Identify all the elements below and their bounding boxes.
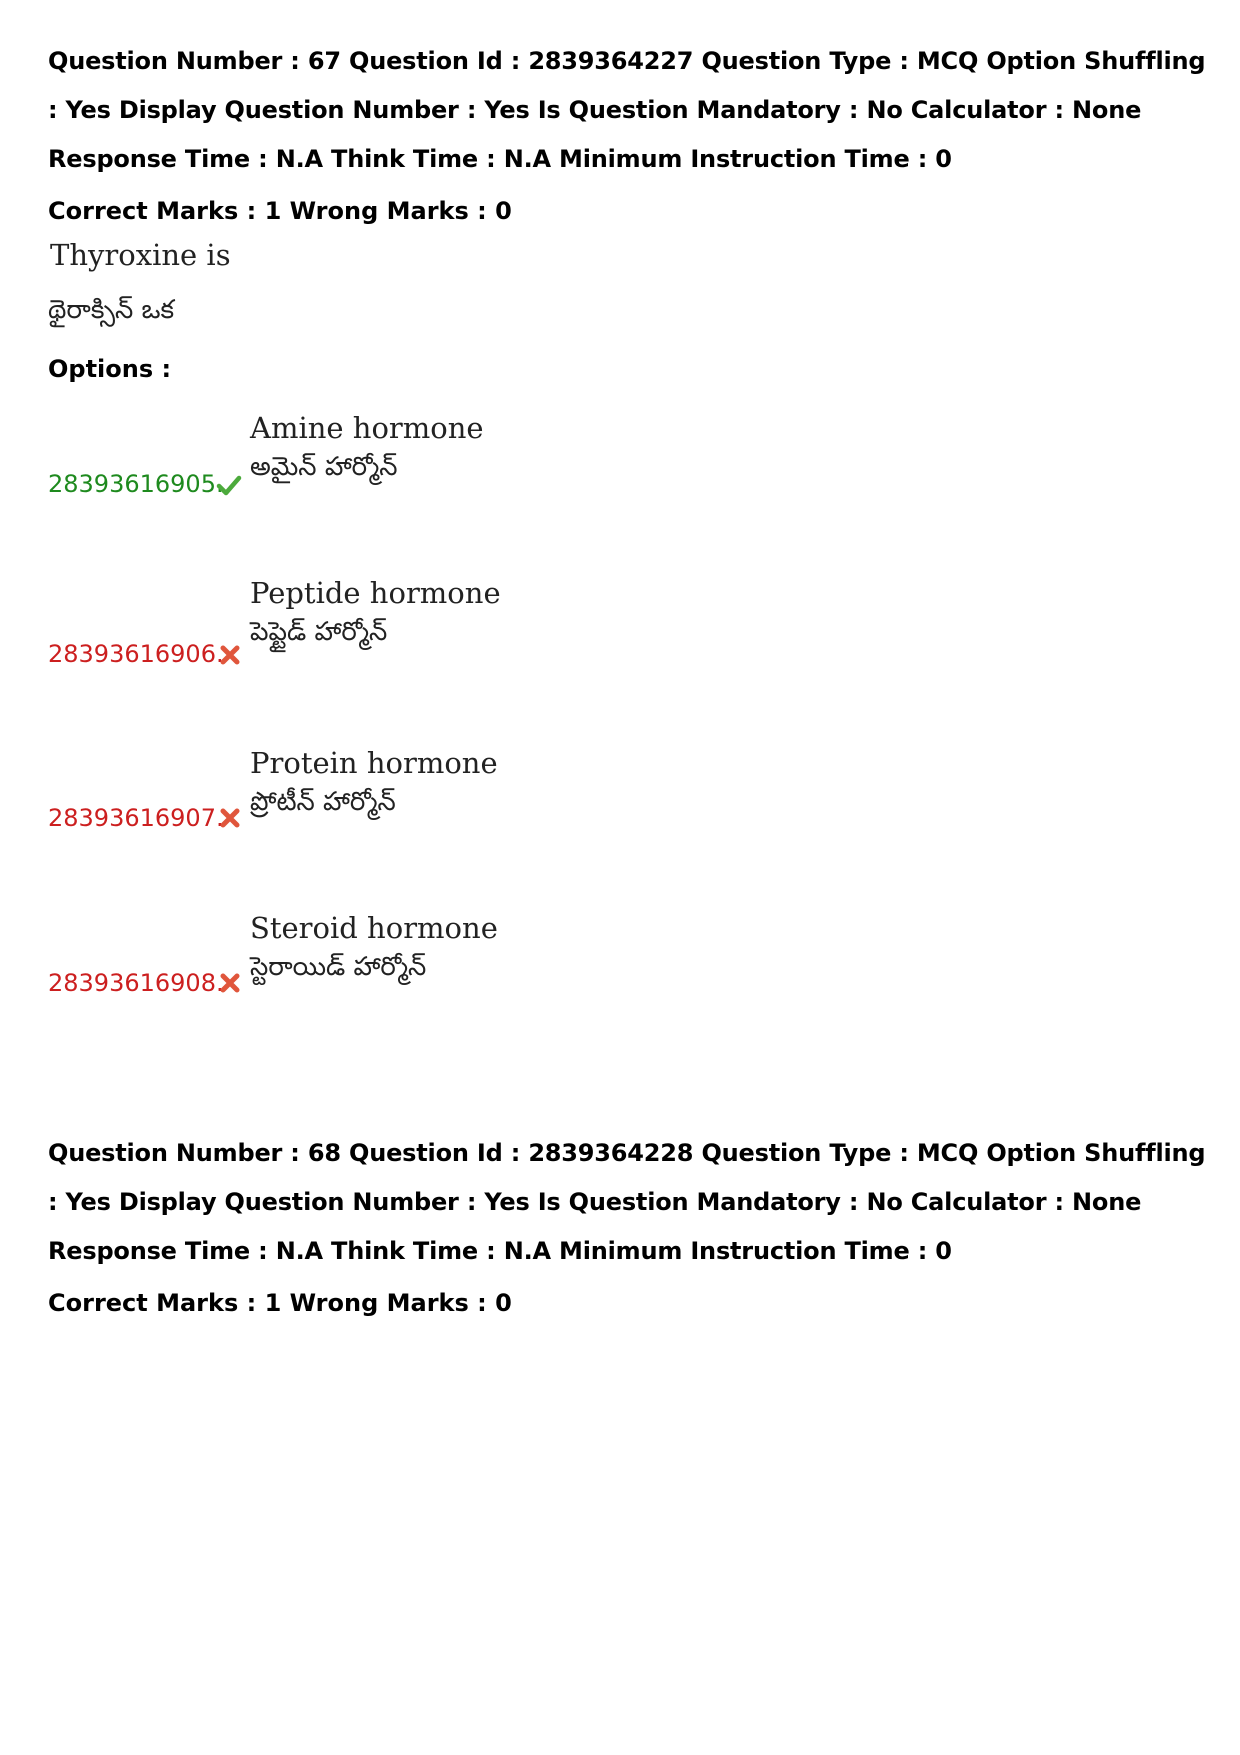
option-3-text-en: Protein hormone	[250, 746, 498, 780]
option-1-text	[250, 408, 484, 486]
option-4-text	[250, 908, 498, 986]
option-4-text-te: స్టెరాయిడ్ హార్మోన్	[250, 952, 427, 982]
question-68-marks: Correct Marks : 1 Wrong Marks : 0	[48, 1289, 512, 1317]
option-3-text	[250, 743, 498, 821]
cross-icon	[218, 643, 244, 669]
option-4-id: 28393616908.	[48, 969, 224, 997]
check-icon	[216, 472, 242, 498]
option-3-text-te: ప్రోటీన్ హార్మోన్	[250, 787, 396, 817]
options-label: Options :	[48, 355, 172, 383]
option-2-text-en: Peptide hormone	[250, 576, 501, 610]
option-3-id: 28393616907.	[48, 804, 224, 832]
option-4-text-en: Steroid hormone	[250, 911, 498, 945]
question-67-text-te: థైరాక్సిన్ ఒక	[48, 295, 175, 325]
question-67-meta: Question Number : 67 Question Id : 2839364227 Question Type : MCQ Option Shuffling : Yes Display Question Number : Yes Is Question Mandatory : No Calculator : None Response Time : N.A Think Time : N.A Minimum Instruction Time : 0	[48, 47, 1206, 173]
option-2-text-te: పెప్టైడ్ హార్మోన్	[250, 617, 388, 647]
option-2-id: 28393616906.	[48, 640, 224, 668]
option-2-text	[250, 573, 501, 651]
option-1-id: 28393616905.	[48, 470, 224, 498]
option-1-text-en: Amine hormone	[250, 411, 484, 445]
cross-icon	[218, 971, 244, 997]
cross-icon	[218, 806, 244, 832]
option-1-text-te: అమైన్ హార్మోన్	[250, 452, 398, 482]
question-68-meta: Question Number : 68 Question Id : 2839364228 Question Type : MCQ Option Shuffling : Yes Display Question Number : Yes Is Question Mandatory : No Calculator : None Response Time : N.A Think Time : N.A Minimum Instruction Time : 0	[48, 1139, 1206, 1265]
question-67-text-en: Thyroxine is	[50, 238, 231, 272]
question-67-marks: Correct Marks : 1 Wrong Marks : 0	[48, 197, 512, 225]
